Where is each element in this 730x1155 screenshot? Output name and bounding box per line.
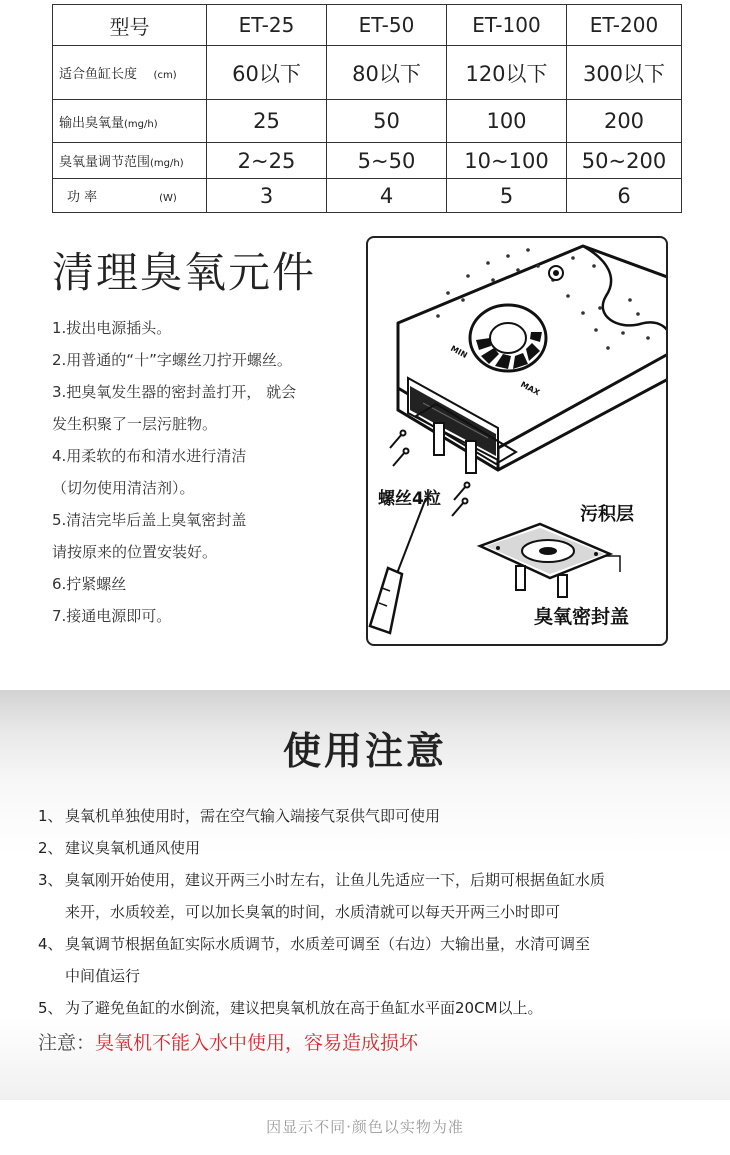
- row-label: 臭氧量调节范围(mg/h): [53, 143, 207, 179]
- notes-list: [38, 800, 708, 1024]
- dirt-layer-label: 污积层: [580, 504, 634, 525]
- row-label: 输出臭氧量(mg/h): [53, 100, 207, 143]
- notes-title: 使用注意: [282, 729, 447, 773]
- spec-row-ozone-output: [53, 100, 682, 143]
- note-item: 3、 臭氧刚开始使用，建议开两三小时左右，让鱼儿先适应一下，后期可根据鱼缸水质 来开，水质较差，可以加长臭氧的时间，水质清就可以每天开两三小时即可: [38, 871, 606, 921]
- spec-cell: 80以下: [327, 46, 447, 100]
- spec-cell: 2~25: [207, 143, 327, 179]
- ozone-device-illustration: [368, 238, 668, 646]
- warning-text: 臭氧机不能入水中使用，容易造成损坏: [95, 1032, 419, 1054]
- screws-label: 螺丝4粒: [378, 489, 441, 509]
- note-item: 2、 建议臭氧机通风使用: [38, 839, 201, 857]
- spec-cell: 100: [447, 100, 567, 143]
- spec-cell: 4: [327, 179, 447, 213]
- step-line: 请按原来的位置安装好。: [52, 543, 218, 561]
- row-unit: (W): [159, 193, 177, 204]
- spec-cell: 200: [567, 100, 682, 143]
- row-label: 适合鱼缸长度 (cm): [53, 46, 207, 100]
- warning-line: [38, 1028, 418, 1055]
- spec-row-tank-length: [53, 46, 682, 100]
- spec-cell: 300以下: [567, 46, 682, 100]
- model-header: 型号: [53, 5, 207, 46]
- spec-table: [52, 4, 682, 213]
- step-line: 4.用柔软的布和清水进行清洁: [52, 447, 247, 465]
- step-line: 6.拧紧螺丝: [52, 575, 127, 593]
- row-unit: (mg/h): [124, 118, 158, 130]
- model-name: ET-100: [447, 5, 567, 46]
- spec-header-row: [53, 5, 682, 46]
- spec-cell: 10~100: [447, 143, 567, 179]
- spec-cell: 50~200: [567, 143, 682, 179]
- spec-cell: 5: [447, 179, 567, 213]
- step-line: 3.把臭氧发生器的密封盖打开， 就会: [52, 383, 297, 401]
- spec-cell: 25: [207, 100, 327, 143]
- note-item: 4、 臭氧调节根据鱼缸实际水质调节，水质差可调至（右边）大输出量，水清可调至 中间值运行: [38, 935, 591, 985]
- spec-cell: 5~50: [327, 143, 447, 179]
- cleaning-title: 清理臭氧元件: [52, 248, 317, 297]
- note-item: 1、 臭氧机单独使用时，需在空气输入端接气泵供气即可使用: [38, 807, 441, 825]
- spec-row-power: [53, 179, 682, 213]
- step-line: 7.接通电源即可。: [52, 607, 172, 625]
- step-line: 1.拔出电源插头。: [52, 319, 172, 337]
- step-line: （切勿使用清洁剂）。: [52, 479, 195, 497]
- note-item: 5、 为了避免鱼缸的水倒流，建议把臭氧机放在高于鱼缸水平面20CM以上。: [38, 999, 543, 1017]
- spec-cell: 3: [207, 179, 327, 213]
- seal-cover-label: 臭氧密封盖: [534, 606, 630, 628]
- model-name: ET-200: [567, 5, 682, 46]
- row-unit: (cm): [153, 70, 177, 81]
- step-line: 2.用普通的“十”字螺丝刀拧开螺丝。: [52, 351, 292, 369]
- spec-cell: 120以下: [447, 46, 567, 100]
- footer-disclaimer: 因显示不同·颜色以实物为准: [266, 1118, 464, 1136]
- spec-row-adjust-range: [53, 143, 682, 179]
- usage-notes-panel: [0, 690, 730, 1100]
- spec-cell: 60以下: [207, 46, 327, 100]
- row-label: 功 率 (W): [53, 179, 207, 213]
- model-name: ET-50: [327, 5, 447, 46]
- warning-label: 注意：: [38, 1032, 96, 1054]
- dial-min-label: MIN: [449, 343, 469, 361]
- step-line: 5.清洁完毕后盖上臭氧密封盖: [52, 511, 247, 529]
- dial-max-label: MAX: [519, 379, 542, 398]
- model-name: ET-25: [207, 5, 327, 46]
- spec-cell: 6: [567, 179, 682, 213]
- cleaning-diagram: [366, 236, 668, 646]
- step-line: 发生积聚了一层污脏物。: [52, 415, 218, 433]
- row-unit: (mg/h): [150, 158, 184, 169]
- cleaning-steps: [52, 312, 362, 632]
- spec-cell: 50: [327, 100, 447, 143]
